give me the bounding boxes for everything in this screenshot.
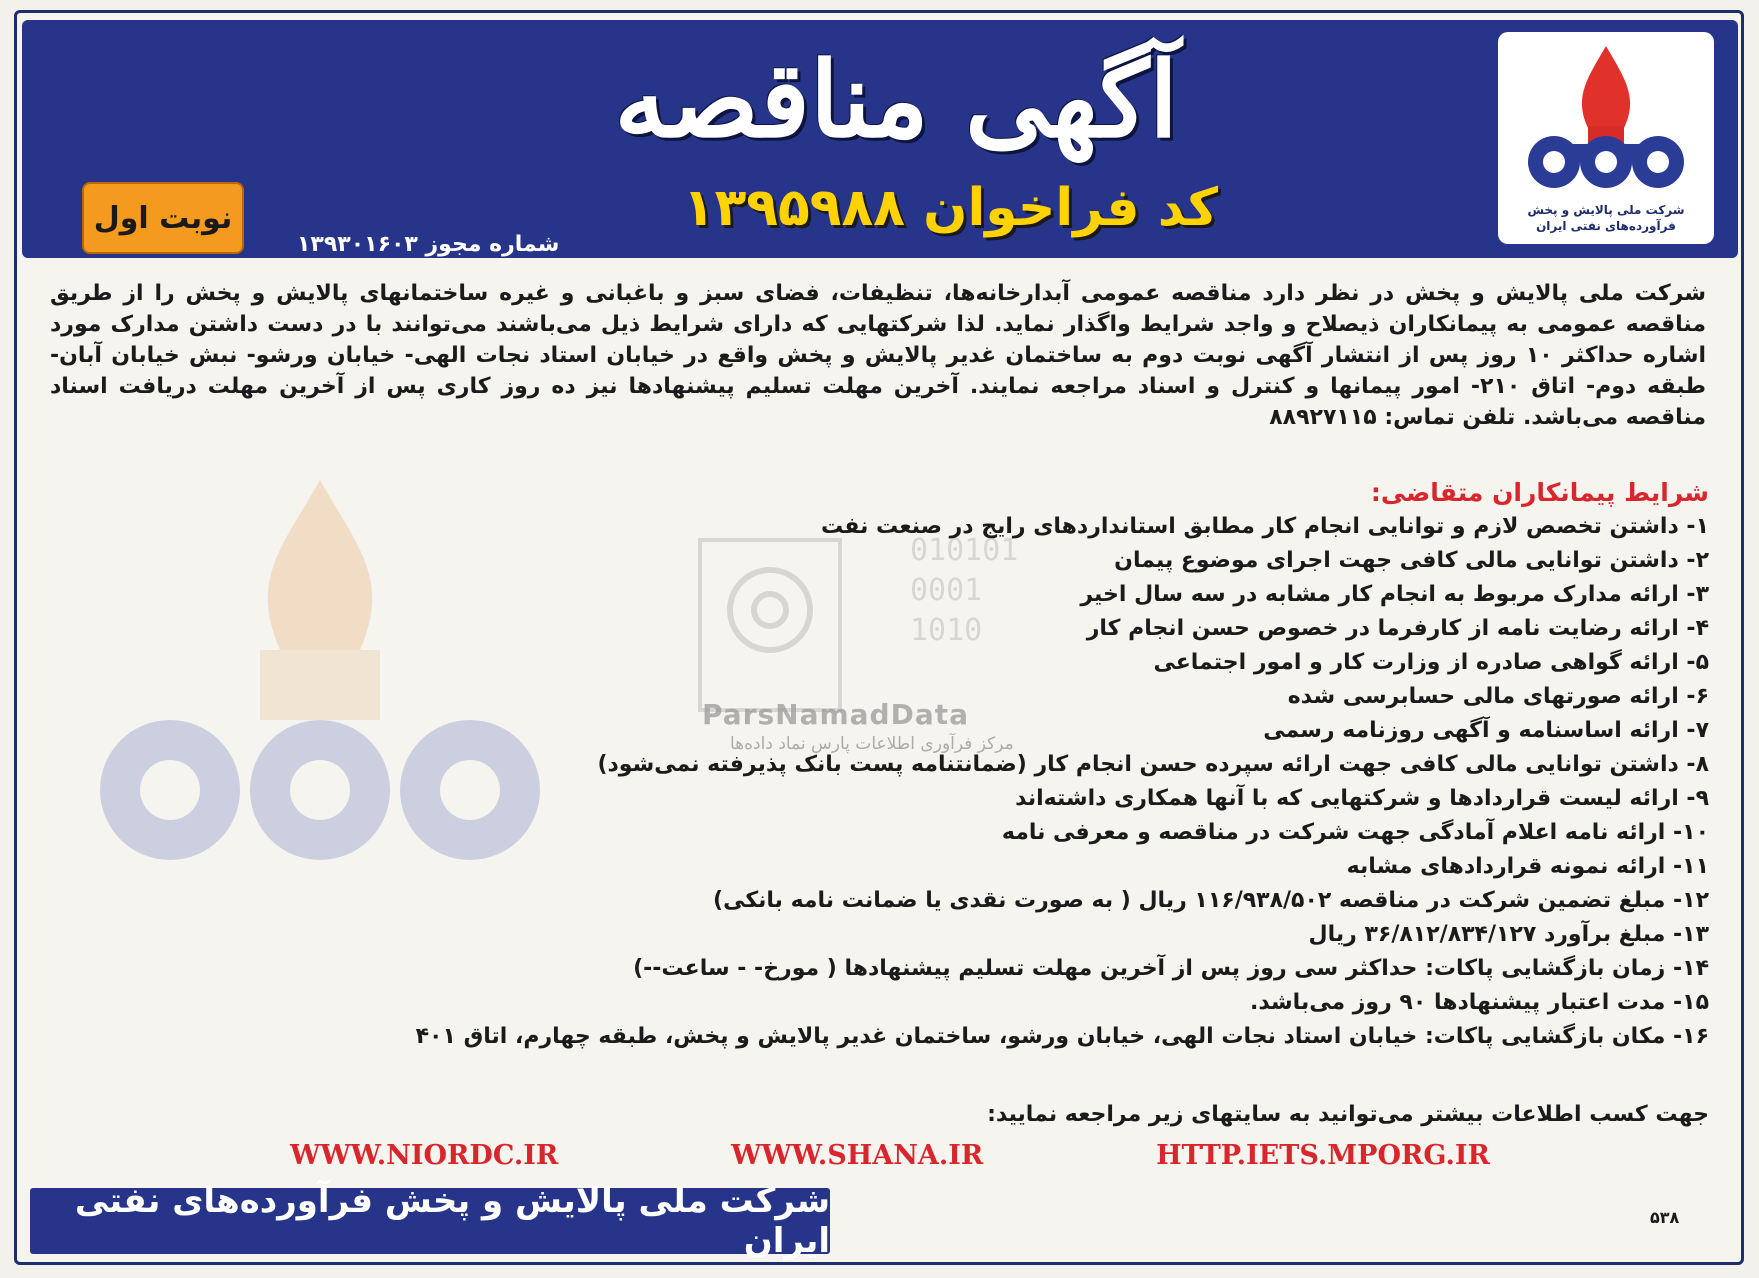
call-code: کد فراخوان ۱۳۹۵۹۸۸ <box>682 178 1218 238</box>
condition-item: ۷- ارائه اساسنامه و آگهی روزنامه رسمی <box>1263 718 1709 743</box>
website-link-shana[interactable]: WWW.SHANA.IR <box>731 1140 984 1171</box>
condition-item: ۲- داشتن توانایی مالی کافی جهت اجرای موضوع پیمان <box>1114 548 1709 573</box>
condition-item: ۱۴- زمان بازگشایی پاکات: حداکثر سی روز پس از آخرین مهلت تسلیم پیشنهادها ( مورخ- - ساعت--) <box>633 956 1709 981</box>
condition-item: ۳- ارائه مدارک مربوط به انجام کار مشابه در سه سال اخیر <box>1080 582 1709 607</box>
logo-caption-line1: شرکت ملی پالایش و پخش <box>1527 203 1685 217</box>
logo-caption <box>1498 202 1714 234</box>
condition-item: ۱۶- مکان بازگشایی پاکات: خیابان استاد نجات الهی، خیابان ورشو، ساختمان غدیر پالایش و پخش، طبقه چهارم، اتاق ۴۰۱ <box>415 1024 1709 1049</box>
svg-text:1010: 1010 <box>910 613 983 648</box>
round-badge: نوبت اول <box>82 182 244 254</box>
condition-item: ۱۳- مبلغ برآورد ۳۶/۸۱۲/۸۳۴/۱۲۷ ریال <box>1308 922 1709 947</box>
condition-item: ۶- ارائه صورتهای مالی حسابرسی شده <box>1287 684 1709 709</box>
condition-item: ۱- داشتن تخصص لازم و توانایی انجام کار مطابق استانداردهای رایج در صنعت نفت <box>820 514 1709 539</box>
more-info-text: جهت کسب اطلاعات بیشتر می‌توانید به سایتهای زیر مراجعه نمایید: <box>987 1102 1709 1127</box>
condition-item: ۱۰- ارائه نامه اعلام آمادگی جهت شرکت در مناقصه و معرفی نامه <box>1001 820 1709 845</box>
websites-row <box>290 1140 1490 1171</box>
license-number: شماره مجوز ۱۳۹۳۰۱۶۰۳ <box>297 232 560 257</box>
condition-item: ۹- ارائه لیست قراردادها و شرکتهایی که با آنها همکاری داشته‌اند <box>1015 786 1709 811</box>
condition-item: ۱۱- ارائه نمونه قراردادهای مشابه <box>1346 854 1709 879</box>
conditions-title: شرایط پیمانکاران متقاضی: <box>1370 478 1709 507</box>
company-logo <box>1498 32 1714 244</box>
watermark-subtitle: مرکز فرآوری اطلاعات پارس نماد داده‌ها <box>730 734 1014 754</box>
svg-text:010101: 010101 <box>910 533 1019 568</box>
svg-text:0001: 0001 <box>910 573 983 608</box>
intro-paragraph: شرکت ملی پالایش و پخش در نظر دارد مناقصه عمومی آبدارخانه‌ها، تنظیفات، فضای سبز و باغبانی و غیره ساختمانهای پالایش و پخش را از طریق مناقصه عمومی به پیمانکاران ذیصلاح و واجد شرایط واگذار نماید. لذا شرکتهایی که دارای شرایط ذیل می‌باشند می‌توانند با در دست داشتن مدارک مورد اشاره حداکثر ۱۰ روز پس از انتشار آگهی نوبت دوم به ساختمان غدیر پالایش و پخش واقع در خیابان استاد نجات الهی- خیابان ورشو- نبش خیابان آبان- طبقه دوم- اتاق ۲۱۰- امور پیمانها و کنترل و اسناد مراجعه نمایند. آخرین مهلت تسلیم پیشنهادها نیز ده روز کاری پس از آخرین مهلت دریافت اسناد مناقصه می‌باشد. تلفن تماس: ۸۸۹۲۷۱۱۵ <box>50 281 1706 430</box>
conditions-list <box>415 510 1709 1054</box>
website-link-iets[interactable]: HTTP.IETS.MPORG.IR <box>1156 1140 1490 1171</box>
condition-item: ۸- داشتن توانایی مالی کافی جهت ارائه سپرده حسن انجام کار (ضمانتنامه پست بانک پذیرفته نمی‌شود) <box>597 752 1709 777</box>
ad-number: ۵۳۸ <box>1650 1208 1680 1227</box>
condition-item: ۴- ارائه رضایت نامه از کارفرما در خصوص حسن انجام کار <box>1086 616 1709 641</box>
condition-item: ۱۵- مدت اعتبار پیشنهادها ۹۰ روز می‌باشد. <box>1249 990 1709 1015</box>
watermark-brand: ParsNamadData <box>702 698 969 731</box>
notice-header <box>22 20 1738 258</box>
flame-logo-icon <box>1516 40 1696 190</box>
faded-logo-watermark <box>60 460 580 920</box>
condition-item: ۱۲- مبلغ تضمین شرکت در مناقصه ۱۱۶/۹۳۸/۵۰۲ ریال ( به صورت نقدی یا ضمانت نامه بانکی) <box>713 888 1709 913</box>
logo-caption-line2: فرآورده‌های نفتی ایران <box>1536 219 1676 233</box>
notice-title: آگهی مناقصه <box>614 38 1178 161</box>
website-link-niordc[interactable]: WWW.NIORDC.IR <box>290 1140 559 1171</box>
condition-item: ۵- ارائه گواهی صادره از وزارت کار و امور اجتماعی <box>1153 650 1709 675</box>
footer-company-name: شرکت ملی پالایش و پخش فرآورده‌های نفتی ایران <box>30 1188 830 1254</box>
